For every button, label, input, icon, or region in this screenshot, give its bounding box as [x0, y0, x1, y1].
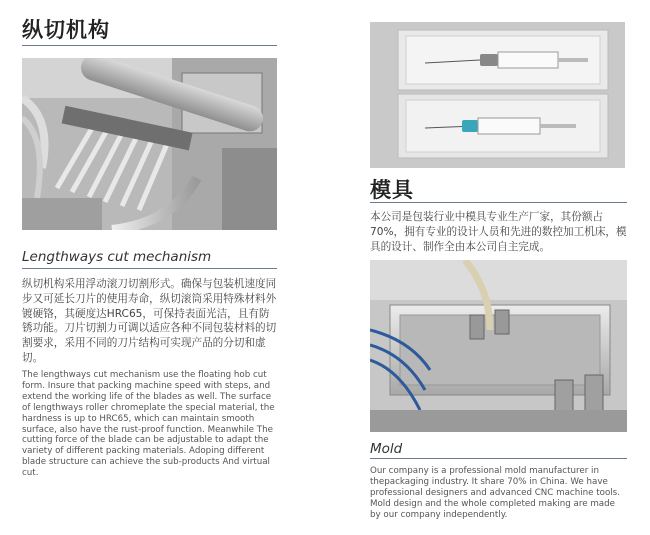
syringe-package-image	[370, 22, 625, 168]
mold-subheading-rule	[370, 458, 627, 459]
lengthways-cut-en-text: The lengthways cut mechanism use the floating hob cut form. Insure that packing machine speed with steps, and extend the working life of the blades as well. The surface of lengthways roller chromeplate the special material, the hardness is up to HRC65, which can maintain smooth surface, also have the rust-proof function. Meanwhile The cutting force of the blade can be adjustable to adapt the variety of different packing materials. Adoping different blade structure can achieve the sub-products And virtual cut.	[22, 370, 275, 479]
mold-machine-image	[370, 260, 627, 432]
lengthways-cut-heading: 纵切机构	[22, 18, 110, 42]
mold-heading: 模具	[370, 178, 414, 202]
mold-heading-rule	[370, 202, 627, 203]
mold-en-text: Our company is a professional mold manufacturer in thepackaging industry. It share 70% in China. We have professional designers and advanced CNC machine tools. Mold design and the whole completed making are made by our company independently.	[370, 466, 620, 520]
syringe-package-photo	[370, 22, 625, 168]
cutting-mechanism-photo	[22, 58, 277, 230]
lengthways-cut-cn-text: 纵切机构采用浮动滚刀切割形式。确保与包装机速度同步又可延长刀片的使用寿命，纵切滚筒采用特殊材料外镀硬铬，其硬度达HRC65，可保持表面光洁，且有防锈功能。刀片切割力可调以适应各种不同包装材料的切割要求，采用不同的刀片结构可实现产品的分切和虚切。	[22, 278, 277, 364]
cutting-mechanism-image	[22, 58, 277, 230]
mold-machine-photo	[370, 260, 627, 432]
lengthways-cut-subheading: Lengthways cut mechanism	[22, 249, 212, 265]
left-subheading-rule	[22, 268, 277, 269]
mold-subheading: Mold	[370, 441, 403, 457]
left-heading-rule	[22, 45, 277, 46]
mold-cn-text: 本公司是包装行业中模具专业生产厂家，其份额占70%，拥有专业的设计人员和先进的数控加工机床，模具的设计、制作全由本公司自主完成。	[370, 211, 627, 253]
